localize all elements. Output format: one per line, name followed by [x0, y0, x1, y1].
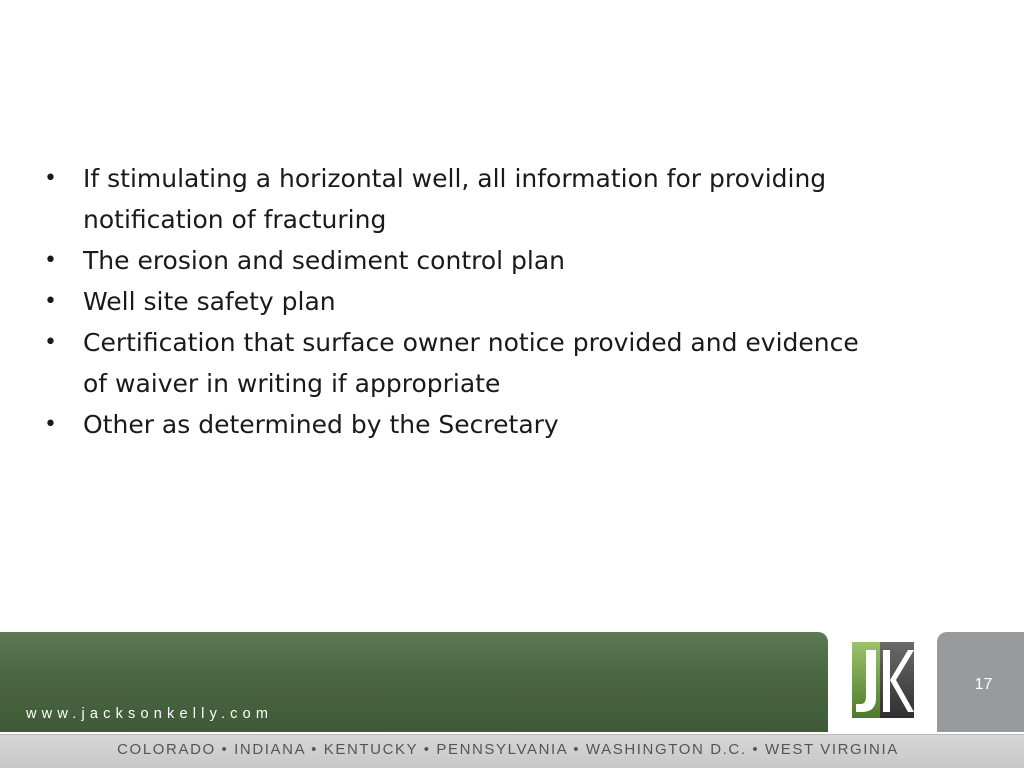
states-bar: [0, 734, 1024, 768]
bullet-text-continued: notification of fracturing: [83, 205, 387, 234]
website-url: www.jacksonkelly.com: [26, 706, 274, 722]
bullet-text: Certification that surface owner notice provided and evidence: [83, 328, 859, 357]
bullet-text: Well site safety plan: [83, 287, 336, 316]
bullet-dot-icon: •: [44, 412, 57, 437]
bullet-item: [40, 158, 960, 240]
bullet-dot-icon: •: [44, 166, 57, 191]
bullet-dot-icon: •: [44, 330, 57, 355]
bullet-item: [40, 281, 960, 322]
bullet-item: [40, 240, 960, 281]
page-number-box: [937, 632, 1024, 732]
bullet-item: [40, 322, 960, 404]
jk-logo-icon: [836, 632, 930, 732]
bullet-text: The erosion and sediment control plan: [83, 246, 566, 275]
bullet-text-continued: of waiver in writing if appropriate: [83, 369, 501, 398]
slide-content: [40, 158, 960, 445]
jk-logo-graphic: [836, 632, 930, 732]
bullet-item: [40, 404, 960, 445]
bullet-text: Other as determined by the Secretary: [83, 410, 559, 439]
bullet-list: [40, 158, 960, 445]
page-number: 17: [974, 676, 993, 693]
bullet-dot-icon: •: [44, 248, 57, 273]
bullet-text: If stimulating a horizontal well, all information for providing: [83, 164, 827, 193]
office-locations: COLORADO • INDIANA • KENTUCKY • PENNSYLVANIA • WASHINGTON D.C. • WEST VIRGINIA: [117, 741, 899, 758]
bullet-dot-icon: •: [44, 289, 57, 314]
